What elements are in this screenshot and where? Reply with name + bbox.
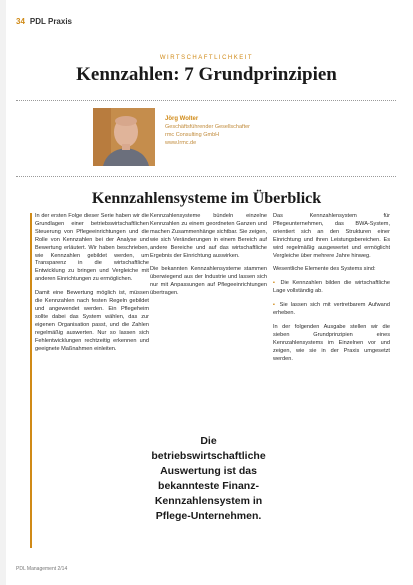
page-footer: PDL Management 2/14	[16, 566, 68, 572]
paragraph: Die bekannten Kennzahlensysteme stammen überwiegend aus der Industrie und lassen sich nur mit Anpassungen auf Pflegeeinrichtungen übertragen.	[150, 266, 267, 297]
text-column-1	[30, 213, 149, 548]
page-number: 34	[16, 16, 25, 26]
divider-bottom	[16, 176, 396, 177]
paragraph: Das Kennzahlensystem für Pflegeunternehmen, das BWA-System, orientiert sich an den Strukturen einer Einrichtung und ihren Leistungsbereichen. Es wird regelmäßig ausgewertet und ermöglicht Vergleiche über mehrere Jahre hinweg.	[273, 213, 390, 259]
divider-top	[16, 100, 396, 101]
author-company: rmc Consulting GmbH	[165, 132, 220, 138]
author-info	[165, 115, 305, 147]
pull-quote: Die betriebswirtschaftliche Auswertung ist das bekannteste Finanz-Kennzahlensystem in Pflege-Unternehmen.	[151, 435, 266, 522]
bullet-item: ▪ Die Kennzahlen bilden die wirtschaftliche Lage vollständig ab.	[273, 280, 390, 296]
paragraph: Damit eine Bewertung möglich ist, müssen die Kennzahlen nach festen Regeln gebildet und angewendet werden. Ein Pflegeheim sollte dabei das System wählen, das zur eigenen Organisation passt, und die Zahlen regelmäßig auswerten. Nur so lassen sich Fehlentwicklungen rechtzeitig erkennen und geeignete Maßnahmen einleiten.	[35, 290, 149, 352]
main-title: Kennzahlen: 7 Grundprinzipien	[76, 64, 337, 85]
paragraph: Wesentliche Elemente des Systems sind:	[273, 266, 376, 273]
section-label: PDL Praxis	[29, 16, 73, 26]
paragraph: In der ersten Folge dieser Serie haben wir die Grundlagen einer betriebswirtschaftlichen Steuerung von Pflegeeinrichtungen und die Rolle von Kennzahlen bei der Analyse und Bewertung erläutert. Wir haben beschrieben, wie Kennzahlen gebildet werden, um Transparenz in die wirtschaftliche Entwicklung zu bringen und Vergleiche mit anderen Einrichtungen zu ermöglichen.	[35, 213, 149, 283]
text-column-3	[273, 213, 390, 553]
paragraph: In der folgenden Ausgabe stellen wir die sieben Grundprinzipien eines Kennzahlensystems im Einzelnen vor und zeigen, wie sie in der Praxis umgesetzt werden.	[273, 323, 390, 362]
author-website-link[interactable]: www.lrmc.de	[165, 140, 197, 146]
page-header	[16, 14, 396, 28]
kicker-label: WIRTSCHAFTLICHKEIT	[159, 55, 254, 61]
page-edge	[0, 0, 6, 585]
author-photo	[93, 108, 155, 166]
text-column-2	[150, 213, 267, 323]
author-role: Geschäftsführender Gesellschafter	[165, 124, 250, 130]
article-title: Kennzahlensysteme im Überblick	[91, 190, 322, 207]
paragraph: Kennzahlensysteme bündeln einzelne Kennzahlen zu einem geordneten Ganzen und machen Zusammenhänge sichtbar. Sie zeigen, wie sich Veränderungen in einem Bereich auf andere Bereiche und auf das wirtschaftliche Ergebnis der Einrichtung auswirken.	[150, 213, 267, 259]
bullet-item: ▪ Sie lassen sich mit vertretbarem Aufwand erheben.	[273, 302, 390, 318]
author-name: Jörg Wolter	[165, 116, 199, 122]
